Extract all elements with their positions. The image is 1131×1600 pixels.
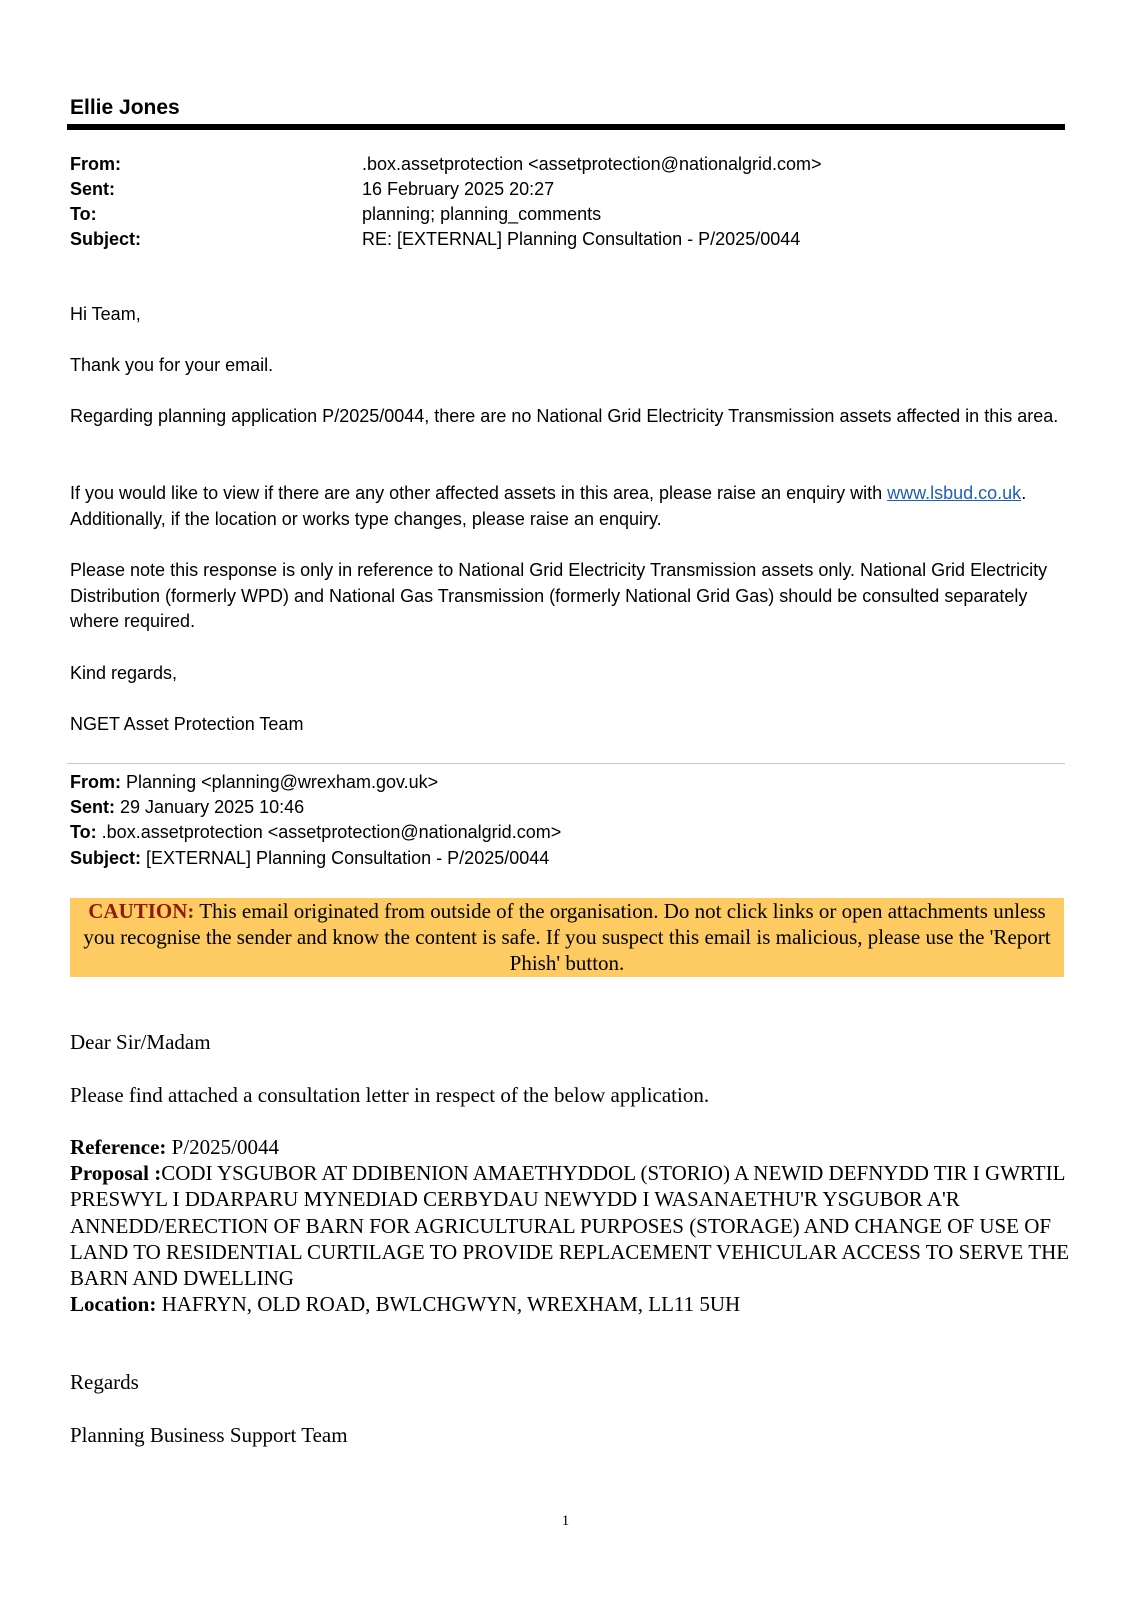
forwarded-to-value: .box.assetprotection <assetprotection@nationalgrid.com> xyxy=(101,822,562,842)
forwarded-from-row xyxy=(70,770,438,796)
sent-label: Sent: xyxy=(70,179,115,199)
mailbox-owner-name: Ellie Jones xyxy=(70,96,180,119)
to-value: planning; planning_comments xyxy=(362,204,602,224)
location-line xyxy=(70,1291,1070,1317)
original-team: Planning Business Support Team xyxy=(70,1423,348,1447)
forwarded-subject-row xyxy=(70,846,549,872)
title-divider xyxy=(67,124,1065,130)
reply-greeting: Hi Team, xyxy=(70,304,141,324)
original-intro: Please find attached a consultation letter in respect of the below application. xyxy=(70,1083,710,1107)
reference-label: Reference: xyxy=(70,1135,167,1159)
proposal-block xyxy=(70,1160,1070,1291)
message-divider xyxy=(67,763,1065,764)
from-value: .box.assetprotection <assetprotection@nationalgrid.com> xyxy=(362,154,822,174)
reply-closing: Kind regards, xyxy=(70,663,178,683)
reply-paragraph-1: Regarding planning application P/2025/0044, there are no National Grid Electricity Transmission assets affected in this area. xyxy=(70,406,1059,426)
forwarded-to-row xyxy=(70,820,561,846)
reference-line xyxy=(70,1134,1070,1160)
reply-paragraph-2-after: . Additionally, if the location or works type changes, please raise an enquiry. xyxy=(70,483,1027,529)
forwarded-sent-label: Sent: xyxy=(70,797,115,817)
to-label: To: xyxy=(70,204,97,224)
forwarded-from-label: From: xyxy=(70,772,121,792)
forwarded-sent-row xyxy=(70,795,304,821)
from-label: From: xyxy=(70,154,121,174)
reference-value: P/2025/0044 xyxy=(166,1135,279,1159)
forwarded-subject-value: [EXTERNAL] Planning Consultation - P/2025/0044 xyxy=(146,848,550,868)
forwarded-to-label: To: xyxy=(70,822,97,842)
reply-signature: NGET Asset Protection Team xyxy=(70,714,304,734)
location-label: Location: xyxy=(70,1292,157,1316)
original-regards: Regards xyxy=(70,1370,139,1394)
reply-paragraph-3: Please note this response is only in reference to National Grid Electricity Transmission assets only. National Grid Electricity Distribution (formerly WPD) and National Gas Transmission (formerly National Grid Gas) should be consulted separately where required. xyxy=(70,560,1048,631)
proposal-value: CODI YSGUBOR AT DDIBENION AMAETHYDDOL (STORIO) A NEWID DEFNYDD TIR I GWRTIL PRESWYL I DDARPARU MYNEDIAD CERBYDAU NEWYDD I WASANAETHU'R YSGUBOR A'R ANNEDD/ERECTION OF BARN FOR AGRICULTURAL PURPOSES (STORAGE) AND CHANGE OF USE OF LAND TO RESIDENTIAL CURTILAGE TO PROVIDE REPLACEMENT VEHICULAR ACCESS TO SERVE THE BARN AND DWELLING xyxy=(70,1161,1070,1291)
page-number: 1 xyxy=(561,1513,570,1529)
forwarded-sent-value: 29 January 2025 10:46 xyxy=(120,797,305,817)
location-value: HAFRYN, OLD ROAD, BWLCHGWYN, WREXHAM, LL11 5UH xyxy=(156,1292,741,1316)
external-caution-banner xyxy=(70,898,1064,977)
sent-value: 16 February 2025 20:27 xyxy=(362,179,555,199)
reply-paragraph-2 xyxy=(70,481,1060,532)
proposal-label: Proposal : xyxy=(70,1161,162,1185)
subject-value: RE: [EXTERNAL] Planning Consultation - P/2025/0044 xyxy=(362,229,801,249)
subject-label: Subject: xyxy=(70,229,142,249)
reply-thanks: Thank you for your email. xyxy=(70,355,274,375)
lsbud-link[interactable]: www.lsbud.co.uk xyxy=(887,483,1022,503)
caution-text: This email originated from outside of the organisation. Do not click links or open attachments unless you recognise the sender and know the content is safe. If you suspect this email is malicious, please use the 'Report Phish' button. xyxy=(83,899,1051,975)
original-greeting: Dear Sir/Madam xyxy=(70,1030,211,1054)
caution-label: CAUTION: xyxy=(88,899,195,923)
forwarded-from-value: Planning <planning@wrexham.gov.uk> xyxy=(126,772,439,792)
reply-paragraph-2-before: If you would like to view if there are any other affected assets in this area, please raise an enquiry with xyxy=(70,483,888,503)
forwarded-subject-label: Subject: xyxy=(70,848,142,868)
